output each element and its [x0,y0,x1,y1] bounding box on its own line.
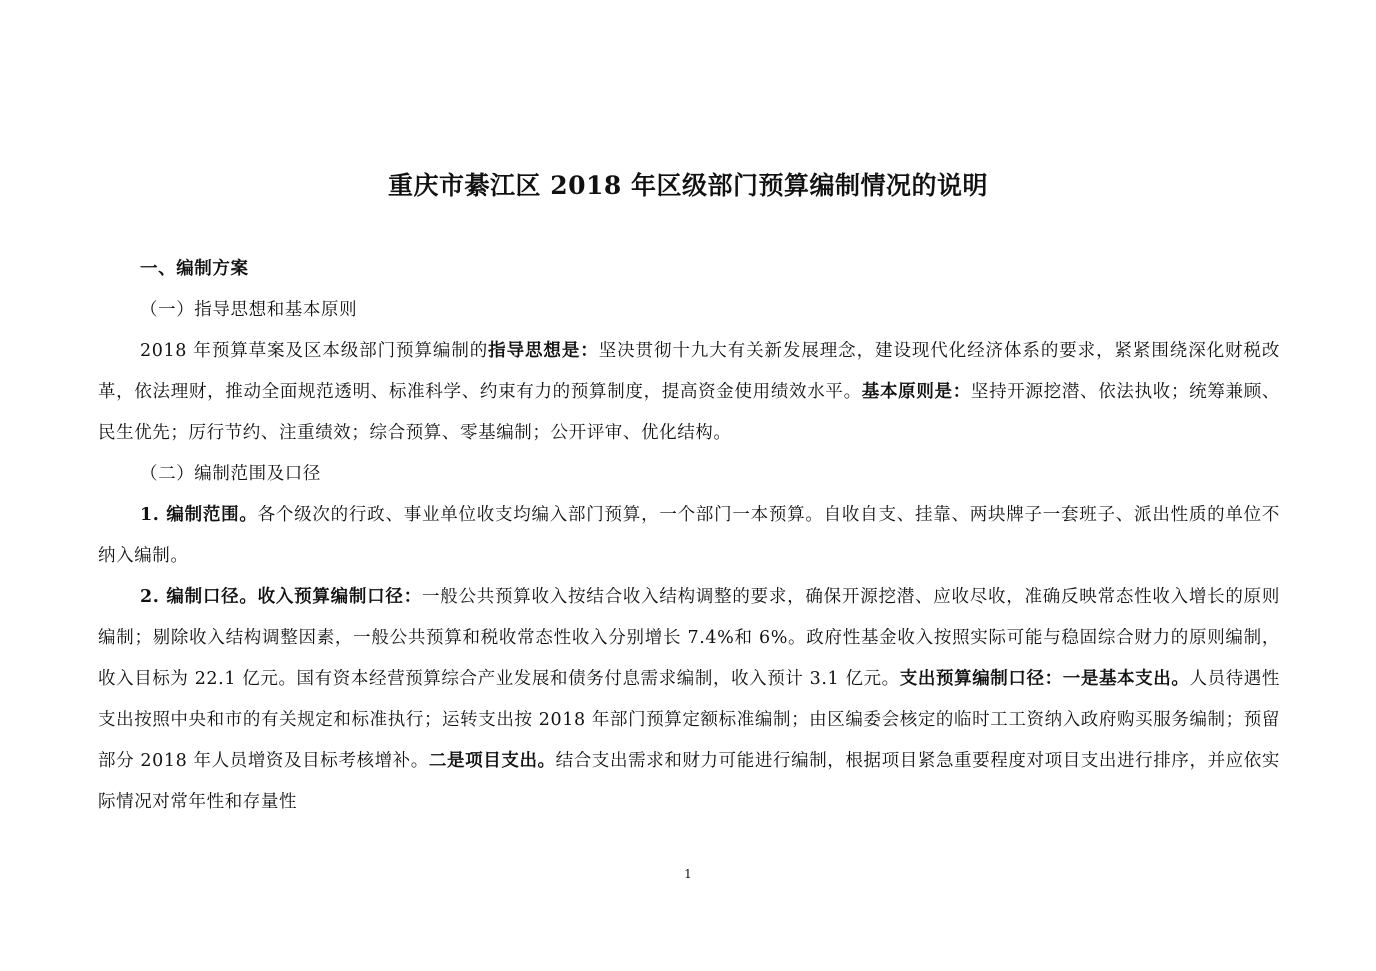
text-run: 2018 年预算草案及区本级部门预算编制的 [140,341,489,361]
section-heading: 一、编制方案 [140,259,249,279]
page-number: 1 [684,867,692,881]
document-body [98,249,1280,823]
bold-text-run: 二是项目支出。 [428,751,556,771]
text-run: 一般公共预算收入按结合收入结构调整的要求，确保开源挖潜、应收尽收，准确反映常态性收入增长的原则编制；剔除收入结构调整因素，一般公共预算和税收常态性收入分别增长 7.4%和 6%。政府性基金收入按照实际可能与稳固综合财力的原则编制，收入目标为 22.1 亿元。国有资本经营预算综合产业发展和债务付息需求编制，收入预计 3.1 亿元。 [98,587,1281,689]
text-run: 各个级次的行政、事业单位收支均编入部门预算，一个部门一本预算。自收自支、挂靠、两块牌子一套班子、派出性质的单位不纳入编制。 [98,505,1280,566]
text-run: 坚决贯彻十九大有关新发展理念，建设现代化经济体系的要求，紧紧围绕深化财税改革，依法理财，推动全面规范透明、标准科学、约束有力的预算制度，提高资金使用绩效水平。 [98,341,1280,402]
bold-text-run: 1. 编制范围。 [140,505,258,525]
subsection-heading: （一）指导思想和基本原则 [140,300,358,320]
text-run: 人员待遇性支出按照中央和市的有关规定和标准执行；运转支出按 2018 年部门预算定额标准编制；由区编委会核定的临时工工资纳入政府购买服务编制；预留部分 2018 年人员增资及目标考核增补。 [98,669,1280,771]
paragraph-caliber [98,577,1280,823]
paragraph-scope [98,495,1280,577]
document-title: 重庆市綦江区 2018 年区级部门预算编制情况的说明 [388,171,988,200]
bold-text-run: 基本原则是： [861,382,971,402]
bold-text-run: 2. 编制口径。收入预算编制口径： [140,587,422,607]
paragraph-guiding-principles [98,331,1280,454]
text-run: 结合支出需求和财力可能进行编制，根据项目紧急重要程度对项目支出进行排序，并应依实际情况对常年性和存量性 [98,751,1280,812]
text-run: 坚持开源挖潜、依法执收；统筹兼顾、民生优先；厉行节约、注重绩效；综合预算、零基编制；公开评审、优化结构。 [98,382,1280,443]
bold-text-run: 支出预算编制口径：一是基本支出。 [899,669,1190,689]
subsection-heading: （二）编制范围及口径 [140,464,321,484]
bold-text-run: 指导思想是： [488,341,599,361]
